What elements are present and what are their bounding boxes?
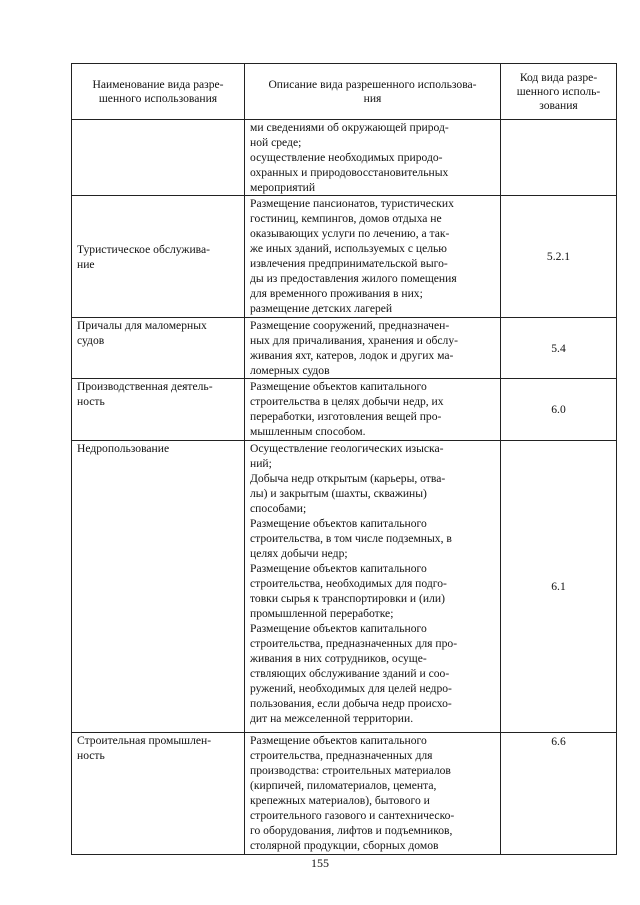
row-code: 5.4	[501, 318, 617, 379]
description-paragraph: Размещение объектов капитального строительства, предназначенных для про- живания в них сотрудников, осуще- ствляющих обслуживание зданий и соо- ружений, необходимых для целей недро- пользования, если добыча недр происхо- дит на межселенной территории.	[250, 622, 458, 725]
description-paragraph: Осуществление геологических изыска- ний;	[250, 442, 444, 470]
row-name: Производственная деятель- ность	[72, 379, 245, 441]
row-description	[245, 196, 501, 318]
row-name: Строительная промышлен- ность	[72, 733, 245, 855]
description-paragraph: осуществление необходимых природо- охранных и природовосстановительных мероприятий	[250, 151, 449, 194]
row-name	[72, 120, 245, 196]
row-description	[245, 318, 501, 379]
description-paragraph: Размещение объектов капитального строительства в целях добычи недр, их переработки, изготовления вещей про- мышленным способом.	[250, 380, 444, 438]
row-description	[245, 379, 501, 441]
description-paragraph: ми сведениями об окружающей природ- ной среде;	[250, 121, 449, 149]
row-code	[501, 120, 617, 196]
row-description	[245, 441, 501, 733]
row-description	[245, 733, 501, 855]
description-paragraph: Добыча недр открытым (карьеры, отва- лы) и закрытым (шахты, скважины) способами;	[250, 472, 446, 515]
row-code: 6.1	[501, 441, 617, 733]
table-header-row	[72, 64, 617, 120]
row-name: Недропользование	[72, 441, 245, 733]
description-paragraph: Размещение сооружений, предназначен- ных для причаливания, хранения и обслу- живания яхт, катеров, лодок и других ма- ломерных судов	[250, 319, 459, 377]
table-row	[72, 120, 617, 196]
row-name: Причалы для маломерных судов	[72, 318, 245, 379]
description-paragraph: Размещение объектов капитального строительства, необходимых для подго- товки сырья к транспортировки и (или) промышленной переработке;	[250, 562, 447, 620]
row-description	[245, 120, 501, 196]
row-code: 6.0	[501, 379, 617, 441]
description-paragraph: Размещение пансионатов, туристических гостиниц, кемпингов, домов отдыха не оказывающих услуги по лечению, а так- же иных зданий, используемых с целью извлечения предпринимательской выго- ды из предоставления жилого помещения для временного проживания в них;	[250, 197, 457, 300]
description-paragraph: Размещение объектов капитального строительства, предназначенных для производства: строительных материалов (кирпичей, пиломатериалов, цемента, крепежных материалов), бытового и строительного газового и сантехническо- го оборудования, лифтов и подъемников, столярной продукции, сборных домов	[250, 734, 455, 852]
header-use-description: Описание вида разрешенного использова- ния	[245, 64, 501, 120]
table-row	[72, 196, 617, 318]
row-name: Туристическое обслужива- ние	[72, 196, 245, 318]
page-number: 155	[311, 856, 329, 870]
table-row	[72, 441, 617, 733]
table-row	[72, 733, 617, 855]
row-code: 6.6	[501, 733, 617, 855]
header-use-name: Наименование вида разре- шенного использования	[72, 64, 245, 120]
description-paragraph: Размещение объектов капитального строительства, в том числе подземных, в целях добычи недр;	[250, 517, 452, 560]
description-paragraph: размещение детских лагерей	[250, 302, 393, 315]
table-row	[72, 379, 617, 441]
row-code: 5.2.1	[501, 196, 617, 318]
header-use-code: Код вида разре- шенного исполь- зования	[501, 64, 617, 120]
table-row	[72, 318, 617, 379]
land-use-table	[71, 63, 617, 855]
